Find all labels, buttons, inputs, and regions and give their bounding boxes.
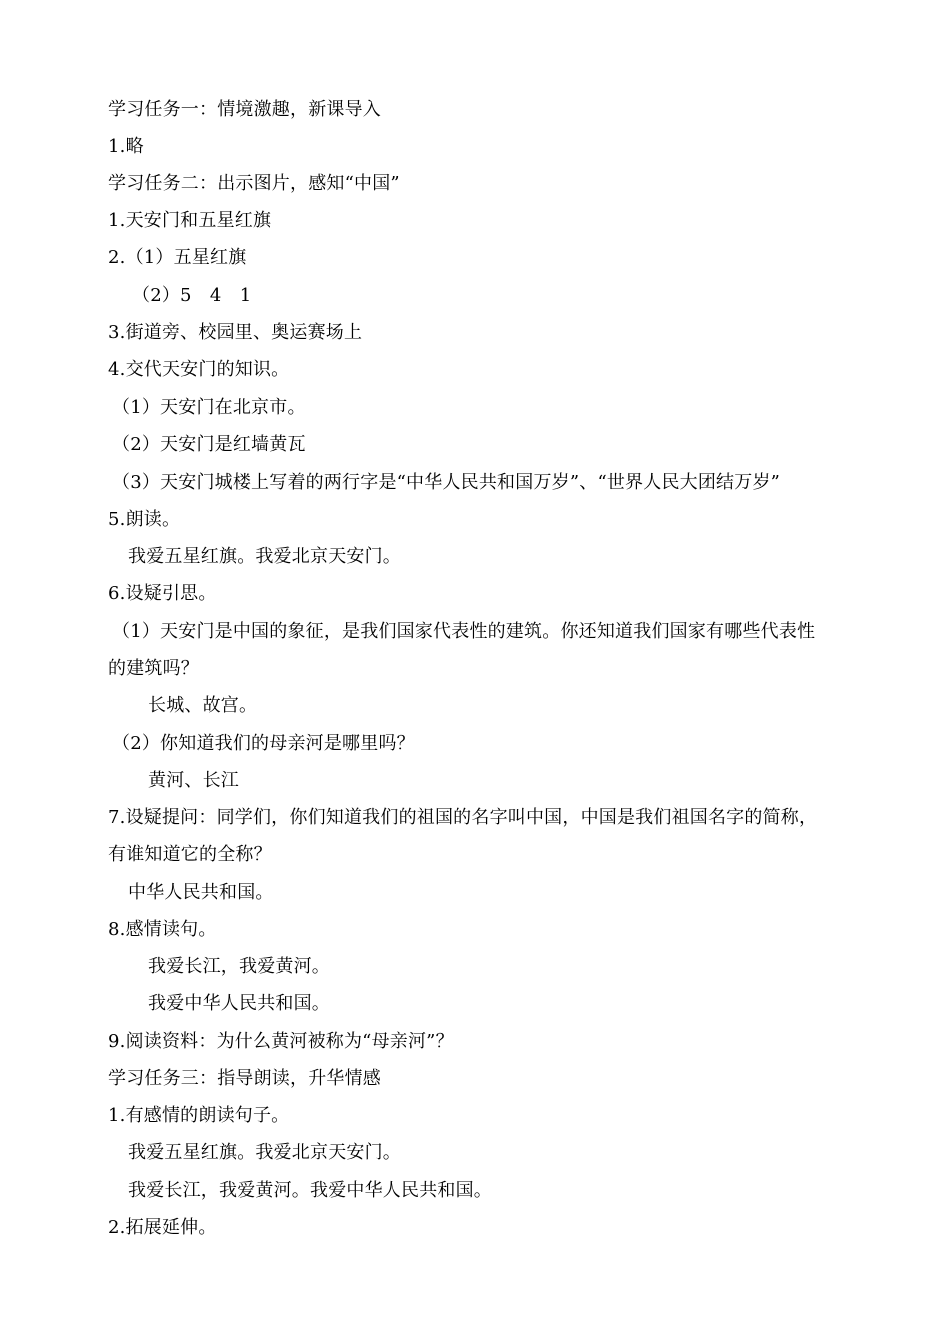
task-two-item-4: 4.交代天安门的知识。 — [108, 359, 290, 380]
task-two-item-6-sub-1-cont: 的建筑吗？ — [108, 658, 199, 679]
task-two-item-5: 5.朗读。 — [108, 509, 181, 530]
task-two-item-7-answer: 中华人民共和国。 — [128, 882, 274, 903]
task-one-item-1: 1.略 — [108, 136, 144, 157]
task-two-item-8-text-2: 我爱中华人民共和国。 — [148, 993, 330, 1014]
task-two-item-8-text-1: 我爱长江，我爱黄河。 — [148, 956, 330, 977]
task-two-item-9: 9.阅读资料：为什么黄河被称为“母亲河”？ — [108, 1031, 454, 1052]
task-two-item-2-part-1: 2.（1）五星红旗 — [108, 247, 247, 268]
task-three-item-1: 1.有感情的朗读句子。 — [108, 1105, 290, 1126]
task-two-item-1: 1.天安门和五星红旗 — [108, 210, 272, 231]
task-two-heading: 学习任务二：出示图片，感知“中国” — [108, 173, 400, 194]
task-two-item-3: 3.街道旁、校园里、奥运赛场上 — [108, 322, 363, 343]
task-two-item-6-answer-2: 黄河、长江 — [148, 770, 239, 791]
task-three-item-1-text-1: 我爱五星红旗。我爱北京天安门。 — [128, 1142, 401, 1163]
task-two-item-6: 6.设疑引思。 — [108, 583, 217, 604]
task-two-item-6-sub-1: （1）天安门是中国的象征，是我们国家代表性的建筑。你还知道我们国家有哪些代表性 — [112, 621, 816, 642]
task-two-item-5-text: 我爱五星红旗。我爱北京天安门。 — [128, 546, 401, 567]
task-two-item-2-part-2: （2）5 4 1 — [132, 285, 252, 306]
task-three-item-1-text-2: 我爱长江，我爱黄河。我爱中华人民共和国。 — [128, 1180, 492, 1201]
task-two-item-7: 7.设疑提问：同学们，你们知道我们的祖国的名字叫中国，中国是我们祖国名字的简称， — [108, 807, 818, 828]
task-three-item-2: 2.拓展延伸。 — [108, 1217, 217, 1238]
task-two-item-4-sub-2: （2）天安门是红墙黄瓦 — [112, 434, 306, 455]
task-two-item-4-sub-1: （1）天安门在北京市。 — [112, 397, 306, 418]
task-two-item-6-answer-1: 长城、故宫。 — [148, 695, 258, 716]
task-three-heading: 学习任务三：指导朗读，升华情感 — [108, 1068, 381, 1089]
task-two-item-4-sub-3: （3）天安门城楼上写着的两行字是“中华人民共和国万岁”、“世界人民大团结万岁” — [112, 472, 781, 493]
task-two-item-6-sub-2: （2）你知道我们的母亲河是哪里吗？ — [112, 733, 415, 754]
task-two-item-7-cont: 有谁知道它的全称？ — [108, 844, 272, 865]
task-two-item-8: 8.感情读句。 — [108, 919, 217, 940]
task-one-heading: 学习任务一：情境激趣，新课导入 — [108, 99, 381, 120]
